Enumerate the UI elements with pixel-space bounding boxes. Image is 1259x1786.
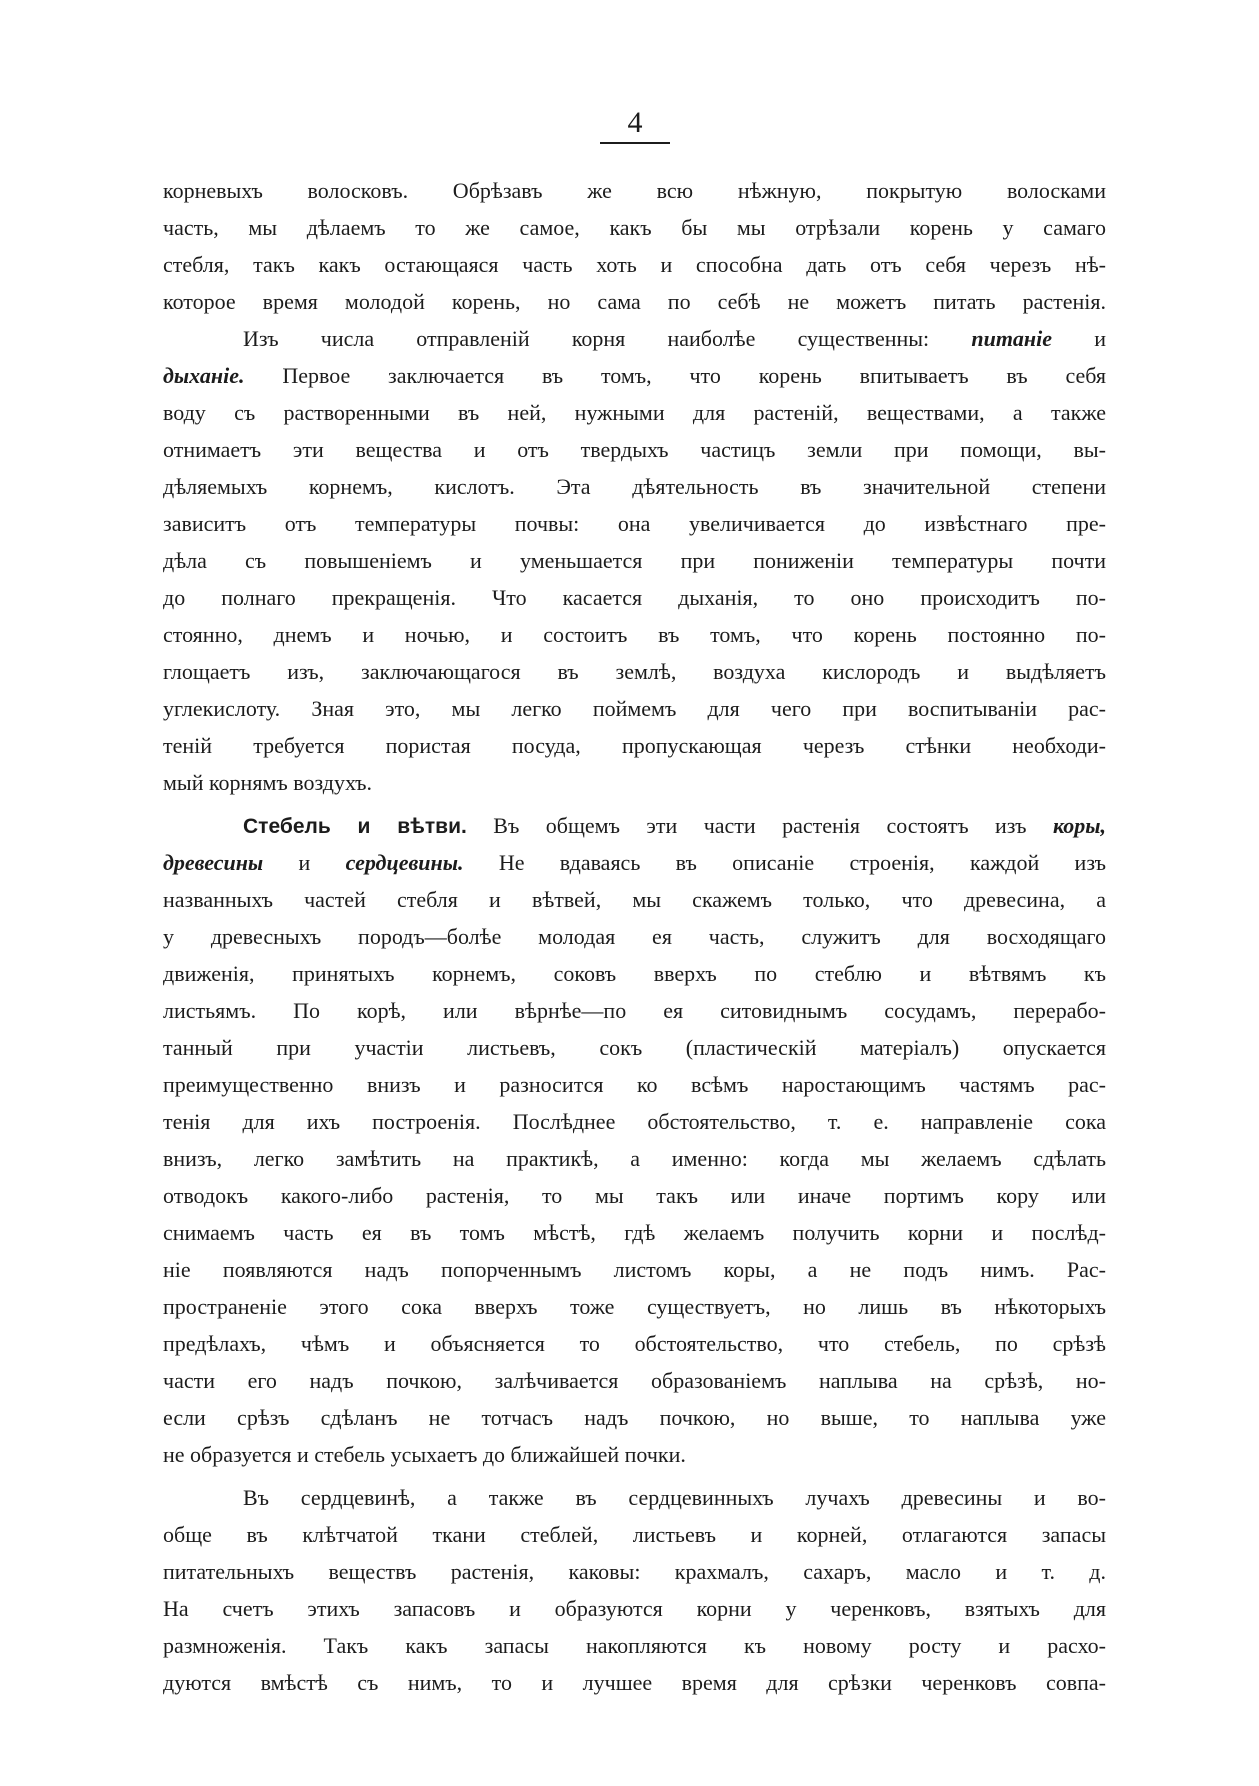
text-span: Въ общемъ эти части растенія состоятъ изъ: [493, 813, 1027, 838]
text-span: Первое заключается въ томъ, что корень впитываетъ въ себя: [282, 363, 1106, 388]
text-line: дуются вмѣстѣ съ нимъ, то и лучшее время для срѣзки черенковъ совпа-: [163, 1670, 1106, 1695]
text-line: если срѣзъ сдѣланъ не тотчасъ надъ почкою, но выше, то наплыва уже: [163, 1405, 1106, 1430]
emphasis-term: сердцевины.: [345, 850, 464, 875]
text-line: которое время молодой корень, но сама по себѣ не можетъ питать растенія.: [163, 289, 1106, 314]
text-span: Изъ числа отправленій корня наиболѣе существенны:: [243, 326, 930, 351]
text-line: [163, 807, 1106, 844]
text-line: дѣляемыхъ корнемъ, кислотъ. Эта дѣятельность въ значительной степени: [163, 474, 1106, 499]
text-line: воду съ растворенными въ ней, нужными для растеній, веществами, а также: [163, 400, 1106, 425]
text-line: стоянно, днемъ и ночью, и состоитъ въ томъ, что корень постоянно по-: [163, 622, 1106, 647]
text-line: размноженія. Такъ какъ запасы накопляются къ новому росту и расхо-: [163, 1633, 1106, 1658]
text-line: предѣлахъ, чѣмъ и объясняется то обстоятельство, что стебель, по срѣзѣ: [163, 1331, 1106, 1356]
text-line: мый корнямъ воздухъ.: [163, 770, 372, 795]
emphasis-term: питаніе: [971, 326, 1053, 351]
text-line: [163, 320, 1106, 357]
emphasis-term: древесины: [163, 850, 264, 875]
emphasis-term: дыханіе.: [163, 363, 245, 388]
text-line: пространеніе этого сока вверхъ тоже существуетъ, но лишь въ нѣкоторыхъ: [163, 1294, 1106, 1319]
emphasis-term: коры,: [1052, 813, 1106, 838]
section-heading: Стебель и вѣтви.: [243, 815, 467, 838]
text-line: [163, 844, 1106, 881]
text-line: танный при участіи листьевъ, сокъ (пластическій матеріалъ) опускается: [163, 1035, 1106, 1060]
text-line: у древесныхъ породъ—болѣе молодая ея часть, служитъ для восходящаго: [163, 924, 1106, 949]
text-line: питательныхъ веществъ растенія, каковы: крахмалъ, сахаръ, масло и т. д.: [163, 1559, 1106, 1584]
text-line: глощаетъ изъ, заключающагося въ землѣ, воздуха кислородъ и выдѣляетъ: [163, 659, 1106, 684]
text-line: до полнаго прекращенія. Что касается дыханія, то оно происходитъ по-: [163, 585, 1106, 610]
text-line: [163, 357, 1106, 394]
text-line: не образуется и стебель усыхаетъ до ближайшей почки.: [163, 1442, 686, 1467]
text-line: ніе появляются надъ попорченнымъ листомъ коры, а не подъ нимъ. Рас-: [163, 1257, 1106, 1282]
text-span: Не вдаваясь въ описаніе строенія, каждой изъ: [498, 850, 1106, 875]
text-line: движенія, принятыхъ корнемъ, соковъ вверхъ по стеблю и вѣтвямъ къ: [163, 961, 1106, 986]
text-line: обще въ клѣтчатой ткани стеблей, листьевъ и корней, отлагаются запасы: [163, 1522, 1106, 1547]
body-text: [163, 172, 1106, 1701]
text-line: часть, мы дѣлаемъ то же самое, какъ бы мы отрѣзали корень у самаго: [163, 215, 1106, 240]
text-line: названныхъ частей стебля и вѣтвей, мы скажемъ только, что древесина, а: [163, 887, 1106, 912]
text-line: листьямъ. По корѣ, или вѣрнѣе—по ея ситовиднымъ сосудамъ, перерабо-: [163, 998, 1106, 1023]
text-line: стебля, такъ какъ остающаяся часть хоть и способна дать отъ себя черезъ нѣ-: [163, 252, 1106, 277]
text-line: зависитъ отъ температуры почвы: она увеличивается до извѣстнаго пре-: [163, 511, 1106, 536]
text-line: тенія для ихъ построенія. Послѣднее обстоятельство, т. е. направленіе сока: [163, 1109, 1106, 1134]
text-line: снимаемъ часть ея въ томъ мѣстѣ, гдѣ желаемъ получить корни и послѣд-: [163, 1220, 1106, 1245]
text-line: Въ сердцевинѣ, а также въ сердцевинныхъ лучахъ древесины и во-: [243, 1485, 1106, 1510]
text-line: отводокъ какого-либо растенія, то мы такъ или иначе портимъ кору или: [163, 1183, 1106, 1208]
text-line: отнимаетъ эти вещества и отъ твердыхъ частицъ земли при помощи, вы-: [163, 437, 1106, 462]
page-number: 4: [600, 108, 670, 144]
text-line: теній требуется пористая посуда, пропускающая черезъ стѣнки необходи-: [163, 733, 1106, 758]
text-span: и: [298, 850, 311, 875]
text-line: внизъ, легко замѣтить на практикѣ, а именно: когда мы желаемъ сдѣлать: [163, 1146, 1106, 1171]
text-line: части его надъ почкою, залѣчивается образованіемъ наплыва на срѣзѣ, но-: [163, 1368, 1106, 1393]
text-line: преимущественно внизъ и разносится ко всѣмъ наростающимъ частямъ рас-: [163, 1072, 1106, 1097]
text-line: углекислоту. Зная это, мы легко поймемъ для чего при воспитываніи рас-: [163, 696, 1106, 721]
text-line: На счетъ этихъ запасовъ и образуются корни у черенковъ, взятыхъ для: [163, 1596, 1106, 1621]
text-span: и: [1094, 326, 1106, 351]
text-line: корневыхъ волосковъ. Обрѣзавъ же всю нѣжную, покрытую волосками: [163, 178, 1106, 203]
text-line: дѣла съ повышеніемъ и уменьшается при пониженіи температуры почти: [163, 548, 1106, 573]
